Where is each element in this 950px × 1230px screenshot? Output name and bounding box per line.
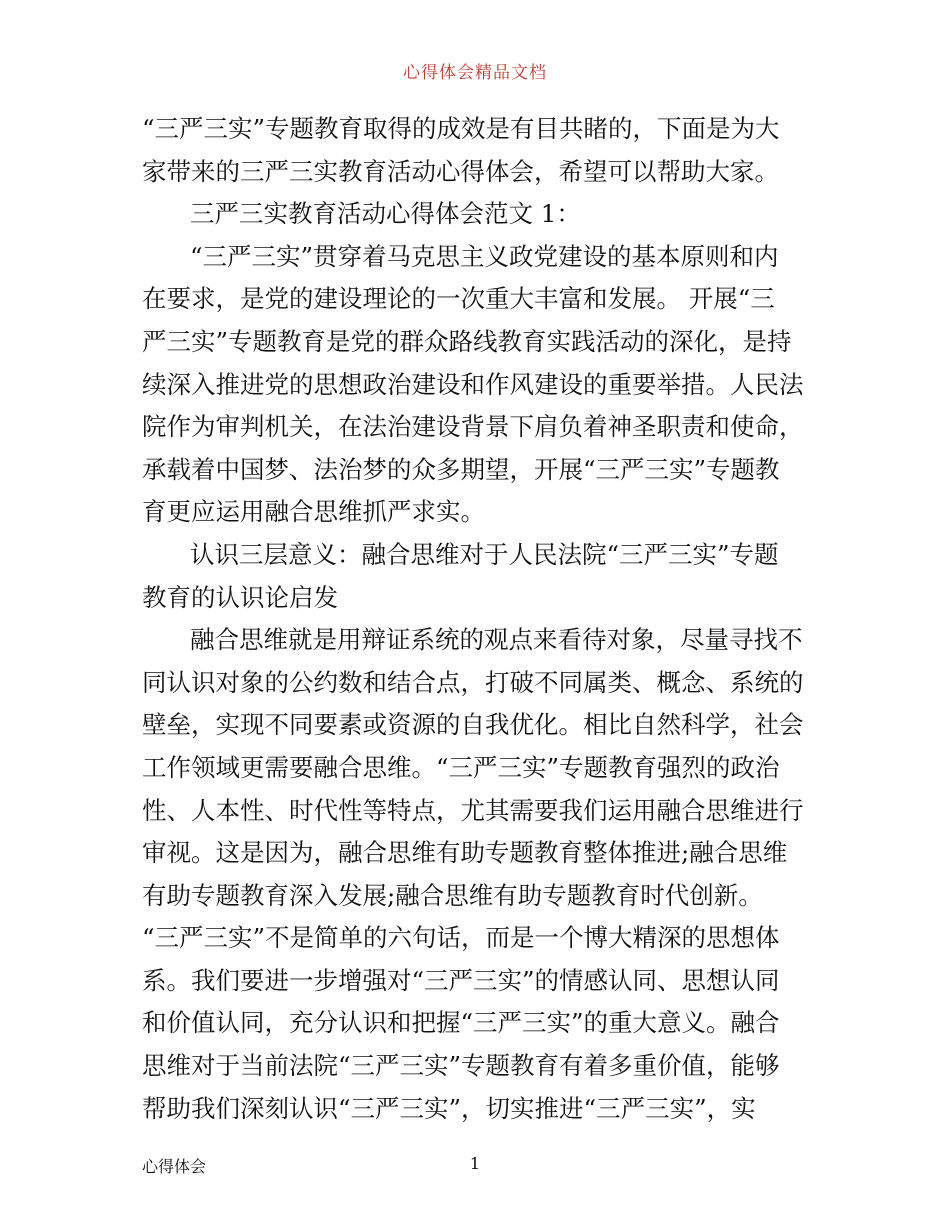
text-line: 系。我们要进一步增强对“三严三实”的情感认同、思想认同 — [142, 965, 780, 995]
text-line: 壁垒，实现不同要素或资源的自我优化。相比自然科学，社会 — [142, 710, 804, 740]
text-line: 院作为审判机关，在法治建设背景下肩负着神圣职责和使命， — [142, 412, 804, 442]
document-body — [142, 108, 812, 1130]
footer-label: 心得体会 — [142, 1157, 207, 1176]
text-line: 三严三实教育活动心得体会范文 1： — [190, 199, 581, 229]
text-line: 育更应运用融合思维抓严求实。 — [142, 497, 485, 527]
page-number: 1 — [469, 1154, 481, 1173]
text-line: 思维对于当前法院“三严三实”专题教育有着多重价值，能够 — [142, 1051, 780, 1081]
text-line: 同认识对象的公约数和结合点，打破不同属类、概念、系统的 — [142, 667, 804, 697]
page-header: 心得体会精品文档 — [403, 63, 547, 83]
text-line: 帮助我们深刻认识“三严三实”，切实推进“三严三实”，实 — [142, 1093, 756, 1123]
text-line: 工作领域更需要融合思维。“三严三实”专题教育强烈的政治 — [142, 752, 780, 782]
text-line: 性、人本性、时代性等特点，尤其需要我们运用融合思维进行 — [142, 795, 804, 825]
text-line: 教育的认识论启发 — [142, 582, 338, 612]
text-line: 续深入推进党的思想政治建设和作风建设的重要举措。人民法 — [142, 369, 804, 399]
text-line: 承载着中国梦、法治梦的众多期望，开展“三严三实”专题教 — [142, 454, 780, 484]
text-line: 严三实”专题教育是党的群众路线教育实践活动的深化，是持 — [142, 326, 792, 356]
text-line: 和价值认同，充分认识和把握“三严三实”的重大意义。融合 — [142, 1008, 780, 1038]
text-line: 认识三层意义：融合思维对于人民法院“三严三实”专题 — [190, 539, 779, 569]
text-line: 家带来的三严三实教育活动心得体会，希望可以帮助大家。 — [142, 156, 779, 186]
text-line: 在要求，是党的建设理论的一次重大丰富和发展。 开展“三 — [142, 284, 775, 314]
text-line: “三严三实”不是简单的六句话，而是一个博大精深的思想体 — [142, 923, 780, 953]
text-line: 有助专题教育深入发展;融合思维有助专题教育时代创新。 — [142, 880, 763, 910]
text-line: “三严三实”贯穿着马克思主义政党建设的基本原则和内 — [190, 241, 779, 271]
text-line: 融合思维就是用辩证系统的观点来看待对象，尽量寻找不 — [190, 625, 803, 655]
page-footer — [0, 1154, 950, 1178]
text-line: “三严三实”专题教育取得的成效是有目共睹的，下面是为大 — [142, 114, 780, 143]
text-line: 审视。这是因为，融合思维有助专题教育整体推进;融合思维 — [142, 838, 788, 868]
